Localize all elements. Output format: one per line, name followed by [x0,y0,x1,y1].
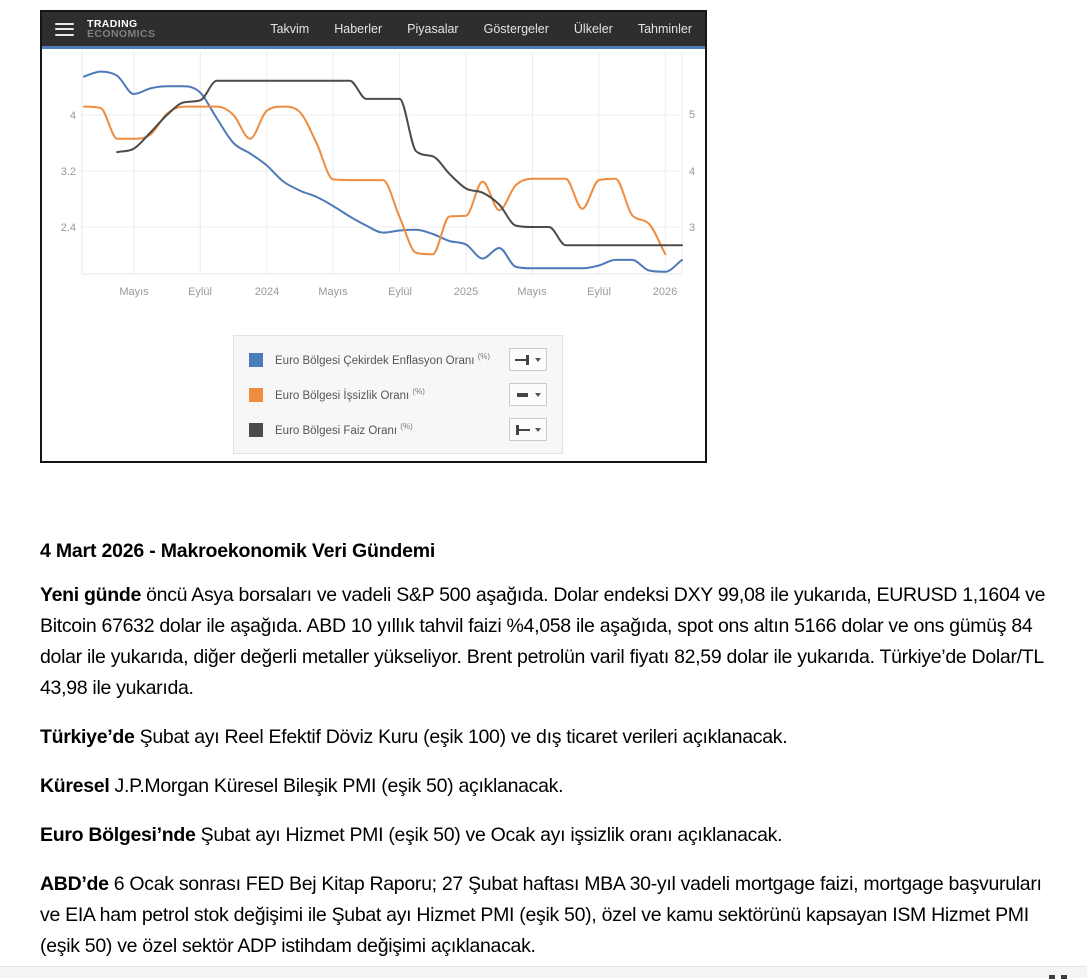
paragraph-lead: Yeni günde [40,584,142,606]
series-color-swatch-blue [249,353,263,367]
left-axis-tick: 3.2 [60,166,76,178]
tradingeconomics-navbar [42,12,705,46]
embedded-screenshot [40,10,707,463]
chevron-down-icon [535,393,541,397]
legend-series-unit: (%) [477,352,491,362]
legend-row-core-inflation [249,348,547,371]
legend-row-unemployment [249,383,547,406]
chart-legend [233,335,563,454]
navbar-menu [270,22,692,36]
right-axis-tick: 4 [689,166,696,178]
right-axis-tick: 5 [689,109,696,121]
tradingeconomics-logo[interactable] [87,19,155,39]
line-style-dropdown-button[interactable] [509,418,547,441]
paragraph-lead: ABD’de [40,873,109,895]
series-color-swatch-dark [249,423,263,437]
nav-item-tahminler[interactable]: Tahminler [637,22,692,36]
right-axis-tick: 3 [689,222,696,234]
paragraph-text: Şubat ayı Reel Efektif Döviz Kuru (eşik 100) ve dış ticaret verileri açıklanacak. [134,726,788,748]
legend-label [275,352,490,367]
line-style-start-marker-icon [515,425,531,435]
article-body [40,540,1047,962]
series-color-swatch-orange [249,388,263,402]
nav-item-haberler[interactable]: Haberler [334,22,383,36]
cutoff-content-mark [1061,975,1067,979]
paragraph-text: Şubat ayı Hizmet PMI (eşik 50) ve Ocak ayı işsizlik oranı açıklanacak. [195,824,783,846]
x-axis-tick: Mayıs [517,286,547,298]
x-axis-tick: 2026 [652,286,678,298]
line-style-dropdown-button[interactable] [509,348,547,371]
legend-series-name: Euro Bölgesi Faiz Oranı [275,424,398,437]
paragraph-market-summary [40,580,1047,704]
logo-line-1: TRADING [87,18,138,30]
legend-series-name: Euro Bölgesi Çekirdek Enflasyon Oranı [275,354,475,367]
navbar-accent-line [42,46,705,49]
paragraph-text: 6 Ocak sonrası FED Bej Kitap Raporu; 27 Şubat haftası MBA 30-yıl vadeli mortgage faizi, mortgage başvuruları ve EIA ham petrol stok değişimi ile Şubat ayı Hizmet PMI (eşik 50), özel ve kamu sektörünü kapsayan ISM Hizmet PMI (eşik 50) ve özel sektör ADP istihdam değişimi açıklanacak. [40,873,1042,957]
axis-labels [61,109,695,298]
line-style-dropdown-button[interactable] [509,383,547,406]
chevron-down-icon [535,428,541,432]
paragraph-lead: Türkiye’de [40,726,135,748]
chevron-down-icon [535,358,541,362]
paragraph-text: öncü Asya borsaları ve vadeli S&P 500 aşağıda. Dolar endeksi DXY 99,08 ile yukarıda, EURUSD 1,1604 ve Bitcoin 67632 dolar ile aşağıda. ABD 10 yıllık tahvil faizi %4,058 ile aşağıda, spot ons altın 5166 dolar ve ons gümüş 84 dolar ile yukarıda, diğer değerli metaller yükseliyor. Brent petrolün varil fiyatı 82,59 dolar ile yukarıda. Türkiye’de Dolar/TL 43,98 ile yukarıda. [40,584,1046,699]
hamburger-menu-icon[interactable] [55,23,74,36]
paragraph-turkiye [40,722,1047,753]
legend-row-interest-rate [249,418,547,441]
x-axis-tick: Mayıs [119,286,149,298]
nav-item-piyasalar[interactable]: Piyasalar [407,22,459,36]
x-axis-tick: Mayıs [318,286,348,298]
paragraph-euro-bolgesi [40,820,1047,851]
nav-item-gostergeler[interactable]: Göstergeler [483,22,549,36]
line-style-end-marker-icon [515,355,531,365]
paragraph-abd [40,869,1047,962]
logo-line-2: ECONOMICS [87,28,156,40]
x-axis-tick: 2024 [254,286,280,298]
x-axis-tick: Eylül [188,286,212,298]
legend-series-unit: (%) [412,387,425,397]
page-bottom-strip [0,966,1087,978]
nav-item-ulkeler[interactable]: Ülkeler [573,22,613,36]
paragraph-lead: Euro Bölgesi’nde [40,824,196,846]
left-axis-tick: 2.4 [60,222,76,234]
cutoff-content-mark [1049,975,1055,979]
paragraph-text: J.P.Morgan Küresel Bileşik PMI (eşik 50) açıklanacak. [109,775,564,797]
chart-series-lines [84,72,682,272]
legend-label [275,387,425,402]
legend-series-name: Euro Bölgesi İşsizlik Oranı [275,389,410,402]
legend-label [275,422,413,437]
left-axis-tick: 4 [69,110,76,122]
legend-series-unit: (%) [400,422,413,432]
x-axis-tick: 2025 [453,286,479,298]
x-axis-tick: Eylül [388,286,412,298]
x-axis-tick: Eylül [587,286,611,298]
line-style-dash-icon [515,390,531,400]
paragraph-kuresel [40,771,1047,802]
paragraph-lead: Küresel [40,775,110,797]
nav-item-takvim[interactable]: Takvim [270,22,310,36]
page-title: 4 Mart 2026 - Makroekonomik Veri Gündemi [40,540,436,562]
